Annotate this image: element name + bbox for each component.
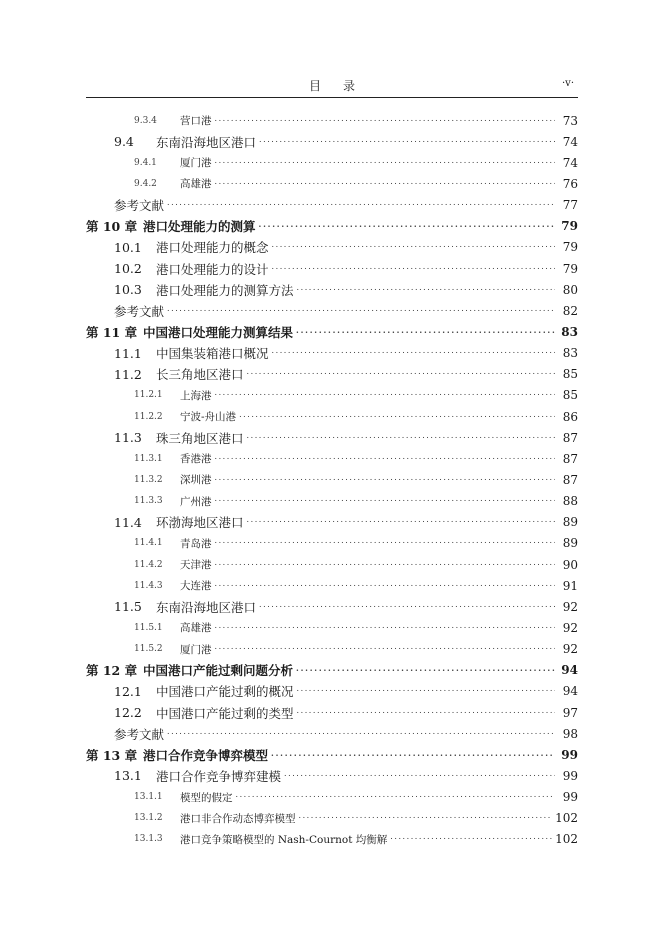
toc-entry-number: 11.3.2 [134, 474, 163, 485]
toc-entry-page: 94 [562, 684, 578, 699]
toc-entry-number: 第 10 章 [86, 219, 138, 235]
dot-leader [215, 152, 556, 173]
toc-entry-title: 中国集装箱港口概况 [156, 346, 269, 362]
toc-entry-title: 港口竞争策略模型的 Nash-Cournot 均衡解 [180, 833, 388, 846]
toc-entry-page: 74 [562, 155, 578, 170]
toc-entry[interactable] [86, 660, 578, 681]
toc-entry-number: 11.4.3 [134, 580, 163, 591]
dot-leader [247, 512, 555, 533]
toc-entry-title: 高雄港 [180, 622, 212, 635]
toc-entry-number: 12.1 [114, 683, 142, 699]
toc-entry-title: 模型的假定 [180, 791, 233, 804]
toc-entry[interactable] [86, 131, 578, 152]
toc-entry-number: 9.4.1 [134, 157, 157, 168]
toc-entry-page: 85 [562, 388, 578, 403]
toc-entry-title: 港口合作竞争博弈建模 [156, 768, 282, 784]
toc-entry-page: 89 [562, 515, 578, 530]
dot-leader [247, 427, 555, 448]
dot-leader [272, 343, 555, 364]
dot-leader [296, 321, 555, 342]
toc-entry-title: 港口处理能力的设计 [156, 261, 269, 277]
toc-entry-page: 87 [562, 430, 578, 445]
toc-entry[interactable] [86, 554, 578, 575]
toc-entry-number: 11.3.3 [134, 496, 163, 507]
toc-entry-page: 99 [562, 768, 578, 783]
toc-entry[interactable] [86, 300, 578, 321]
toc-entry-page: 83 [561, 324, 578, 339]
toc-entry-number: 第 12 章 [86, 663, 138, 679]
toc-entry-title: 深圳港 [180, 474, 212, 487]
toc-entry-page: 97 [562, 705, 578, 720]
dot-leader [259, 596, 555, 617]
dot-leader [215, 491, 556, 512]
dot-leader [215, 385, 556, 406]
toc-entry-page: 85 [562, 367, 578, 382]
toc-entry[interactable] [86, 829, 578, 850]
toc-entry[interactable] [86, 512, 578, 533]
toc-entry-number: 9.4 [114, 134, 134, 150]
toc-entry-title: 港口处理能力的测算 [143, 219, 256, 235]
toc-entry-page: 94 [561, 663, 578, 678]
toc-entry-number: 第 13 章 [86, 747, 138, 763]
toc-entry-title: 大连港 [180, 580, 212, 593]
toc-entry-page: 76 [562, 176, 578, 191]
toc-entry-page: 92 [562, 620, 578, 635]
toc-entry-title: 营口港 [180, 115, 212, 128]
toc-entry-number: 11.4.1 [134, 538, 163, 549]
toc-entry-page: 79 [562, 261, 578, 276]
toc-entry[interactable] [86, 765, 578, 786]
toc-entry[interactable] [86, 448, 578, 469]
toc-entry-title: 厦门港 [180, 643, 212, 656]
dot-leader [167, 300, 555, 321]
dot-leader [215, 575, 556, 596]
dot-leader [215, 554, 556, 575]
toc-entry-number: 13.1.1 [134, 792, 163, 803]
toc-entry-page: 102 [555, 811, 578, 826]
dot-leader [215, 533, 556, 554]
toc-entry[interactable] [86, 173, 578, 194]
toc-entry-page: 79 [562, 240, 578, 255]
dot-leader [215, 173, 556, 194]
toc-entry[interactable] [86, 110, 578, 131]
toc-entry-title: 青岛港 [180, 537, 212, 550]
toc-entry-number: 9.4.2 [134, 178, 157, 189]
toc-entry-title: 香港港 [180, 453, 212, 466]
toc-entry[interactable] [86, 787, 578, 808]
toc-entry-title: 东南沿海地区港口 [156, 134, 257, 150]
toc-entry[interactable] [86, 702, 578, 723]
toc-entry-title: 环渤海地区港口 [156, 515, 244, 531]
toc-entry[interactable] [86, 596, 578, 617]
toc-entry-page: 88 [562, 494, 578, 509]
toc-entry[interactable] [86, 343, 578, 364]
toc-entry-page: 92 [562, 642, 578, 657]
toc-entry-number: 10.3 [114, 282, 142, 298]
toc-entry-number: 第 11 章 [86, 324, 138, 340]
dot-leader [271, 744, 555, 765]
toc-entry-number: 11.4 [114, 514, 142, 530]
header-page-number: ·v· [561, 78, 574, 89]
dot-leader [247, 364, 555, 385]
dot-leader [299, 808, 553, 829]
dot-leader [284, 765, 555, 786]
toc-entry-number: 13.1 [114, 768, 142, 784]
toc-entry-page: 92 [562, 599, 578, 614]
toc-entry[interactable] [86, 491, 578, 512]
toc-entry-page: 80 [562, 282, 578, 297]
toc-entry-page: 74 [562, 134, 578, 149]
toc-entry-title: 珠三角地区港口 [156, 430, 244, 446]
toc-entry-page: 102 [555, 832, 578, 847]
dot-leader [167, 723, 555, 744]
toc-entry-page: 73 [562, 113, 578, 128]
toc-entry-title: 参考文献 [114, 726, 165, 742]
dot-leader [296, 660, 555, 681]
toc-entry-number: 11.5.1 [134, 622, 163, 633]
toc-entry-number: 12.2 [114, 705, 142, 720]
toc-entry-title: 中国港口产能过剩的概况 [156, 684, 294, 700]
dot-leader [215, 469, 556, 490]
toc-entry[interactable] [86, 237, 578, 258]
toc-entry-number: 13.1.3 [134, 834, 163, 845]
toc-entry[interactable] [86, 385, 578, 406]
toc-entry-title: 港口非合作动态博弈模型 [180, 812, 296, 825]
toc-entry-number: 11.2.1 [134, 390, 163, 401]
toc-entry-page: 91 [562, 578, 578, 593]
toc-entry[interactable] [86, 321, 578, 342]
toc-entry[interactable] [86, 639, 578, 660]
toc-entry[interactable] [86, 808, 578, 829]
table-of-contents [86, 110, 578, 850]
toc-entry[interactable] [86, 279, 578, 300]
dot-leader [167, 195, 555, 216]
toc-entry[interactable] [86, 575, 578, 596]
toc-entry-number: 11.3.1 [134, 453, 163, 464]
dot-leader [390, 829, 552, 850]
toc-entry-number: 11.1 [114, 345, 142, 361]
toc-entry[interactable] [86, 469, 578, 490]
toc-entry-title: 参考文献 [114, 303, 165, 319]
toc-entry-title: 长三角地区港口 [156, 367, 244, 383]
toc-entry-page: 98 [562, 726, 578, 741]
toc-entry[interactable] [86, 427, 578, 448]
toc-entry-page: 82 [562, 303, 578, 318]
toc-entry-title: 天津港 [180, 559, 212, 572]
toc-entry-page: 79 [561, 219, 578, 234]
dot-leader [215, 110, 556, 131]
toc-entry-title: 上海港 [180, 389, 212, 402]
toc-entry-number: 10.2 [114, 261, 142, 277]
header-title: 目录 [308, 79, 377, 93]
toc-entry-page: 83 [562, 346, 578, 361]
toc-entry-title: 参考文献 [114, 198, 165, 214]
toc-entry-number: 11.4.2 [134, 559, 163, 570]
toc-entry-page: 99 [562, 790, 578, 805]
toc-entry-number: 10.1 [114, 239, 142, 255]
toc-entry-page: 90 [562, 557, 578, 572]
toc-entry-number: 13.1.2 [134, 813, 163, 824]
dot-leader [215, 617, 556, 638]
toc-entry-title: 广州港 [180, 495, 212, 508]
toc-entry-title: 中国港口产能过剩的类型 [156, 705, 294, 721]
dot-leader [215, 639, 556, 660]
running-header [86, 73, 578, 98]
toc-entry[interactable] [86, 533, 578, 554]
dot-leader [236, 787, 556, 808]
dot-leader [239, 406, 555, 427]
toc-entry[interactable] [86, 617, 578, 638]
toc-entry[interactable] [86, 744, 578, 765]
dot-leader [297, 681, 555, 702]
toc-entry-title: 高雄港 [180, 178, 212, 191]
toc-entry-title: 港口处理能力的概念 [156, 240, 269, 256]
dot-leader [215, 448, 556, 469]
toc-entry[interactable] [86, 723, 578, 744]
dot-leader [259, 131, 555, 152]
toc-entry[interactable] [86, 406, 578, 427]
toc-entry-page: 87 [562, 451, 578, 466]
toc-entry[interactable] [86, 216, 578, 237]
toc-entry-number: 11.2.2 [134, 411, 163, 422]
toc-entry-title: 东南沿海地区港口 [156, 599, 257, 615]
dot-leader [272, 258, 555, 279]
dot-leader [272, 237, 555, 258]
toc-entry[interactable] [86, 681, 578, 702]
toc-entry-page: 87 [562, 472, 578, 487]
dot-leader [297, 702, 555, 723]
toc-entry-page: 77 [562, 198, 578, 213]
toc-entry-number: 9.3.4 [134, 115, 157, 126]
toc-entry-title: 厦门港 [180, 157, 212, 170]
toc-entry[interactable] [86, 364, 578, 385]
toc-entry[interactable] [86, 152, 578, 173]
toc-entry-title: 宁波-舟山港 [180, 411, 237, 424]
toc-entry-title: 港口合作竞争博弈模型 [143, 747, 269, 763]
toc-entry-title: 中国港口处理能力测算结果 [143, 324, 294, 340]
toc-entry[interactable] [86, 258, 578, 279]
toc-entry-title: 港口处理能力的测算方法 [156, 282, 294, 298]
toc-entry-number: 11.2 [114, 366, 142, 382]
toc-entry-page: 86 [562, 409, 578, 424]
toc-entry-page: 99 [561, 747, 578, 762]
toc-entry-number: 11.5 [114, 599, 142, 615]
dot-leader [259, 216, 555, 237]
toc-entry-page: 89 [562, 536, 578, 551]
dot-leader [297, 279, 555, 300]
toc-entry-number: 11.5.2 [134, 644, 163, 655]
toc-entry-number: 11.3 [114, 430, 142, 446]
toc-entry-title: 中国港口产能过剩问题分析 [143, 663, 294, 679]
toc-entry[interactable] [86, 195, 578, 216]
